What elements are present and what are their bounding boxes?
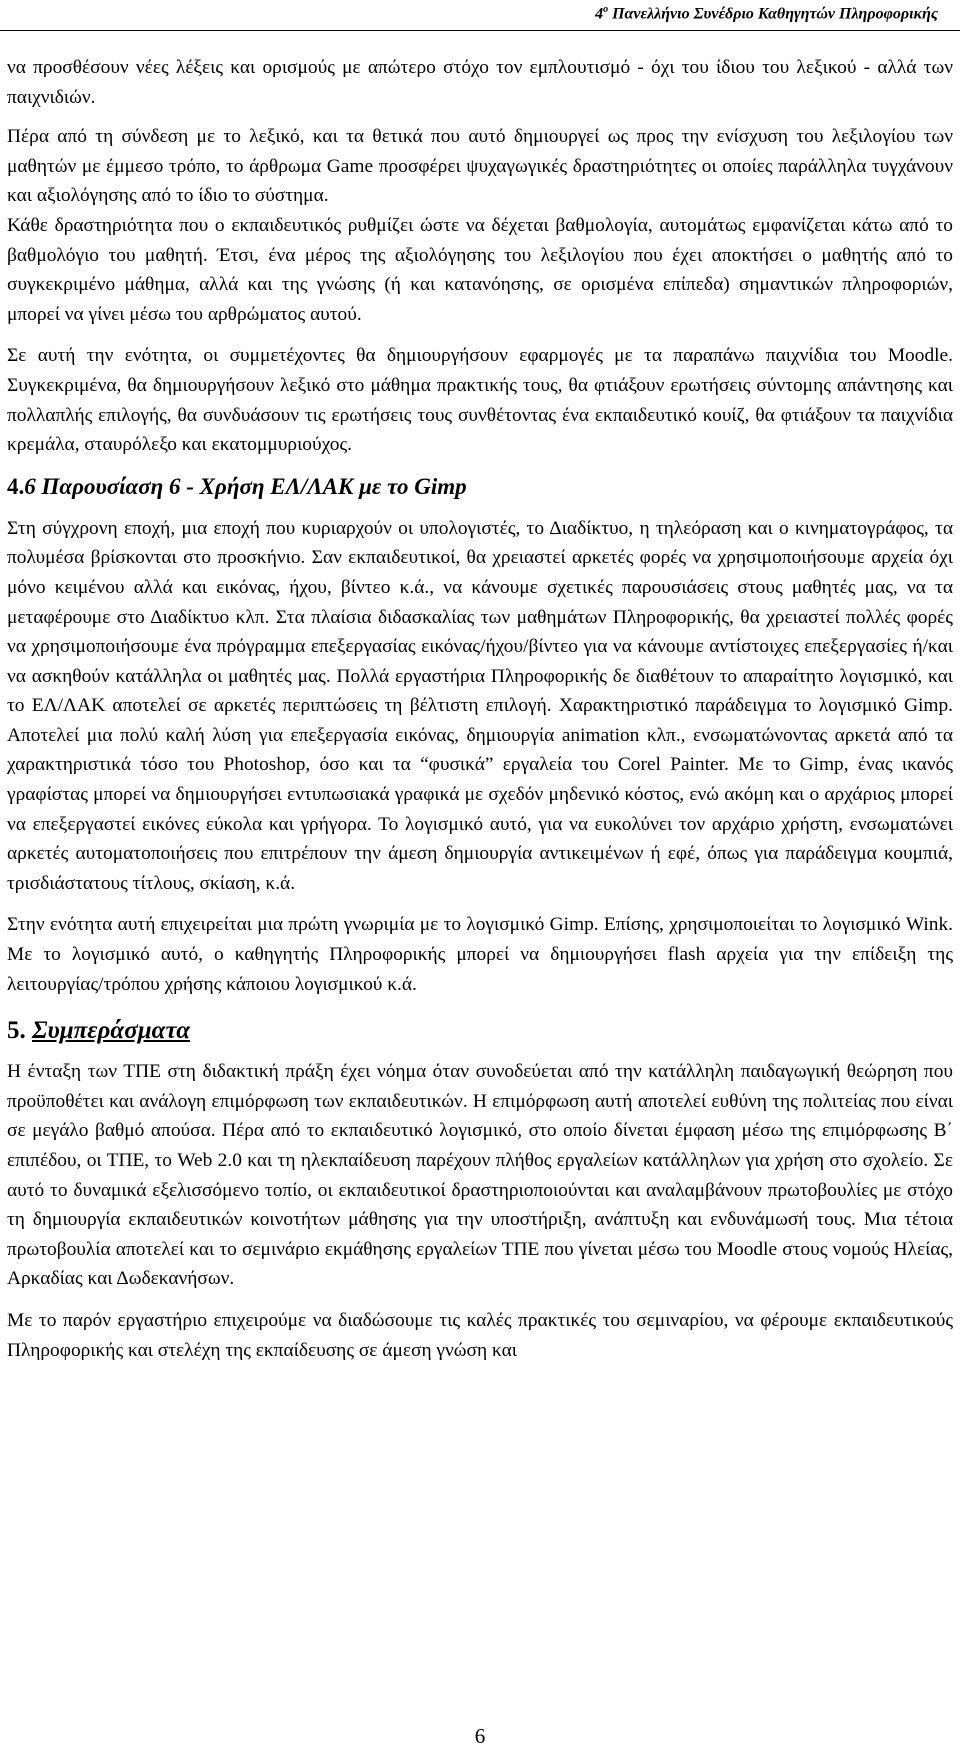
header-ordinal-sup: ο bbox=[603, 4, 609, 15]
paragraph-3: Κάθε δραστηριότητα που ο εκπαιδευτικός ρυθμίζει ώστε να δέχεται βαθμολογία, αυτομάτως εμφανίζεται κάτω από το βαθμολόγιο του μαθητή. Έτσι, ένα μέρος της αξιολόγησης του λεξιλογίου που έχει αποκτήσει ο μαθητής από το συγκεκριμένο μάθημα, αλλά και της γνώσης (ή και κατανόησης, σε ορισμένα επίπεδα) σημαντικών πληροφοριών, μπορεί να γίνει μέσω του αρθρώματος αυτού. bbox=[7, 214, 953, 325]
header-rule bbox=[0, 30, 960, 31]
paragraph-2: Πέρα από τη σύνδεση με το λεξικό, και τα θετικά που αυτό δημιουργεί ως προς την ενίσχυση του λεξιλογίου των μαθητών με έμμεσο τρόπο, το άρθρωμα Game προσφέρει ψυχαγωγικές δραστηριότητες οι οποίες παράλληλα τυγχάνουν και αξιολόγησης από το ίδιο το σύστημα. bbox=[7, 126, 953, 207]
section-number: 4. bbox=[7, 473, 25, 499]
page-number: 6 bbox=[474, 1724, 486, 1748]
paragraph-5: Στη σύγχρονη εποχή, μια εποχή που κυριαρχούν οι υπολογιστές, το Διαδίκτυο, η τηλεόραση και ο κινηματογράφος, τα πολυμέσα βρίσκονται στο προσκήνιο. Σαν εκπαιδευτικοί, θα χρειαστεί αρκετές φορές να χρησιμοποιήσουμε αρχεία όχι μόνο κειμένου αλλά και εικόνας, ήχου, βίντεο κ.ά., να κάνουμε σχετικές παρουσιάσεις στους μαθητές μας, να τα μεταφέρουμε στο Διαδίκτυο κλπ. Στα πλαίσια διδασκαλίας των μαθημάτων Πληροφορικής, θα χρειαστεί πολλές φορές να χρησιμοποιήσουμε ένα πρόγραμμα επεξεργασίας εικόνας/ήχου/βίντεο για να κάνουμε αντίστοιχες επεξεργασίες ή/και να ασκηθούν κατάλληλα οι μαθητές μας. Πολλά εργαστήρια Πληροφορικής δε διαθέτουν το απαραίτητο λογισμικό, και το ΕΛ/ΛΑΚ αποτελεί σε αρκετές περιπτώσεις τη βέλτιστη επιλογή. Χαρακτηριστικό παράδειγμα το λογισμικό Gimp. Αποτελεί μια πολύ καλή λύση για επεξεργασία εικόνας, δημιουργία animation κλπ., ενσωματώνοντας αρκετά από τα χαρακτηριστικά τόσο του Photoshop, όσο και τα “φυσικά” εργαλεία του Corel Painter. Με το Gimp, ένας ικανός γραφίστας μπορεί να δημιουργήσει εντυπωσιακά γραφικά με σχεδόν μηδενικό κόστος, ενώ ακόμη και ο αρχάριος μπορεί να επεξεργαστεί εικόνες εύκολα και γρήγορα. Το λογισμικό αυτό, για να ευκολύνει τον αρχάριο χρήστη, ενσωματώνει αρκετές αυτοματοποιήσεις που επιτρέπουν την άμεση δημιουργία αντικειμένων ή εφέ, όπως για παράδειγμα κουμπιά, τρισδιάστατους τίτλους, σκίαση, κ.ά. bbox=[7, 517, 953, 894]
body-text bbox=[7, 53, 953, 1365]
section-title: 6 Παρουσίαση 6 - Χρήση ΕΛ/ΛΑΚ με το Gimp bbox=[24, 473, 467, 499]
paragraph-6: Στην ενότητα αυτή επιχειρείται μια πρώτη γνωριμία με το λογισμικό Gimp. Επίσης, χρησιμοποιείται το λογισμικό Wink. Με το λογισμικό αυτό, ο καθηγητής Πληροφορικής μπορεί να δημιουργήσει flash αρχεία για την επίδειξη της λειτουργίας/τρόπου χρήσης κάποιου λογισμικού κ.ά. bbox=[7, 914, 953, 995]
running-header bbox=[595, 4, 938, 23]
section-number: 5. bbox=[7, 1017, 26, 1045]
paragraph-8: Με το παρόν εργαστήριο επιχειρούμε να διαδώσουμε τις καλές πρακτικές του σεμιναρίου, να φέρουμε εκπαιδευτικούς Πληροφορικής και στελέχη της εκπαίδευσης σε άμεση γνώση και bbox=[7, 1309, 953, 1361]
header-title: Πανελλήνιο Συνέδριο Καθηγητών Πληροφορικής bbox=[608, 5, 938, 23]
header-ordinal: 4 bbox=[595, 5, 604, 23]
section-heading-4-6 bbox=[7, 472, 953, 502]
section-title: Συμπεράσματα bbox=[32, 1017, 191, 1045]
section-heading-5 bbox=[7, 1015, 953, 1047]
paragraph-4: Σε αυτή την ενότητα, οι συμμετέχοντες θα δημιουργήσουν εφαρμογές με τα παραπάνω παιχνίδια του Moodle. Συγκεκριμένα, θα δημιουργήσουν λεξικό στο μάθημα πρακτικής τους, θα φτιάξουν ερωτήσεις σύντομης απάντησης και πολλαπλής επιλογής, θα συνδυάσουν τις ερωτήσεις τους συνθέτοντας ένα εκπαιδευτικό κουίζ, θα φτιάξουν τα παιχνίδια κρεμάλα, σταυρόλεξο και εκατομμυριούχος. bbox=[7, 345, 953, 456]
paragraph-1: να προσθέσουν νέες λέξεις και ορισμούς με απώτερο στόχο τον εμπλουτισμό - όχι του ίδιου του λεξικού - αλλά των παιχνιδιών. bbox=[7, 57, 953, 108]
paragraph-7: Η ένταξη των ΤΠΕ στη διδακτική πράξη έχει νόημα όταν συνοδεύεται από την κατάλληλη παιδαγωγική θεώρηση που προϋποθέτει και ανάλογη επιμόρφωση των εκπαιδευτικών. Η επιμόρφωση αυτή αποτελεί ευθύνη της πολιτείας που είναι σε μεγάλο βαθμό απούσα. Πέρα από το εκπαιδευτικό λογισμικό, στο οποίο δίνεται έμφαση μέσω της επιμόρφωσης Β΄ επιπέδου, οι ΤΠΕ, το Web 2.0 και τη ηλεκπαίδευση παρέχουν πλήθος εργαλείων κατάλληλων για χρήση στο σχολείο. Σε αυτό το δυναμικά εξελισσόμενο τοπίο, οι εκπαιδευτικοί δραστηριοποιούνται και αναλαμβάνουν πρωτοβουλίες με στόχο τη δημιουργία εκπαιδευτικών κοινοτήτων μάθησης για την υποστήριξη, ανάπτυξη και ενδυνάμωσή τους. Μια τέτοια πρωτοβουλία αποτελεί και το σεμινάριο εκμάθησης εργαλείων ΤΠΕ που γίνεται μέσω του Moodle στους νομούς Ηλείας, Αρκαδίας και Δωδεκανήσων. bbox=[7, 1061, 953, 1290]
